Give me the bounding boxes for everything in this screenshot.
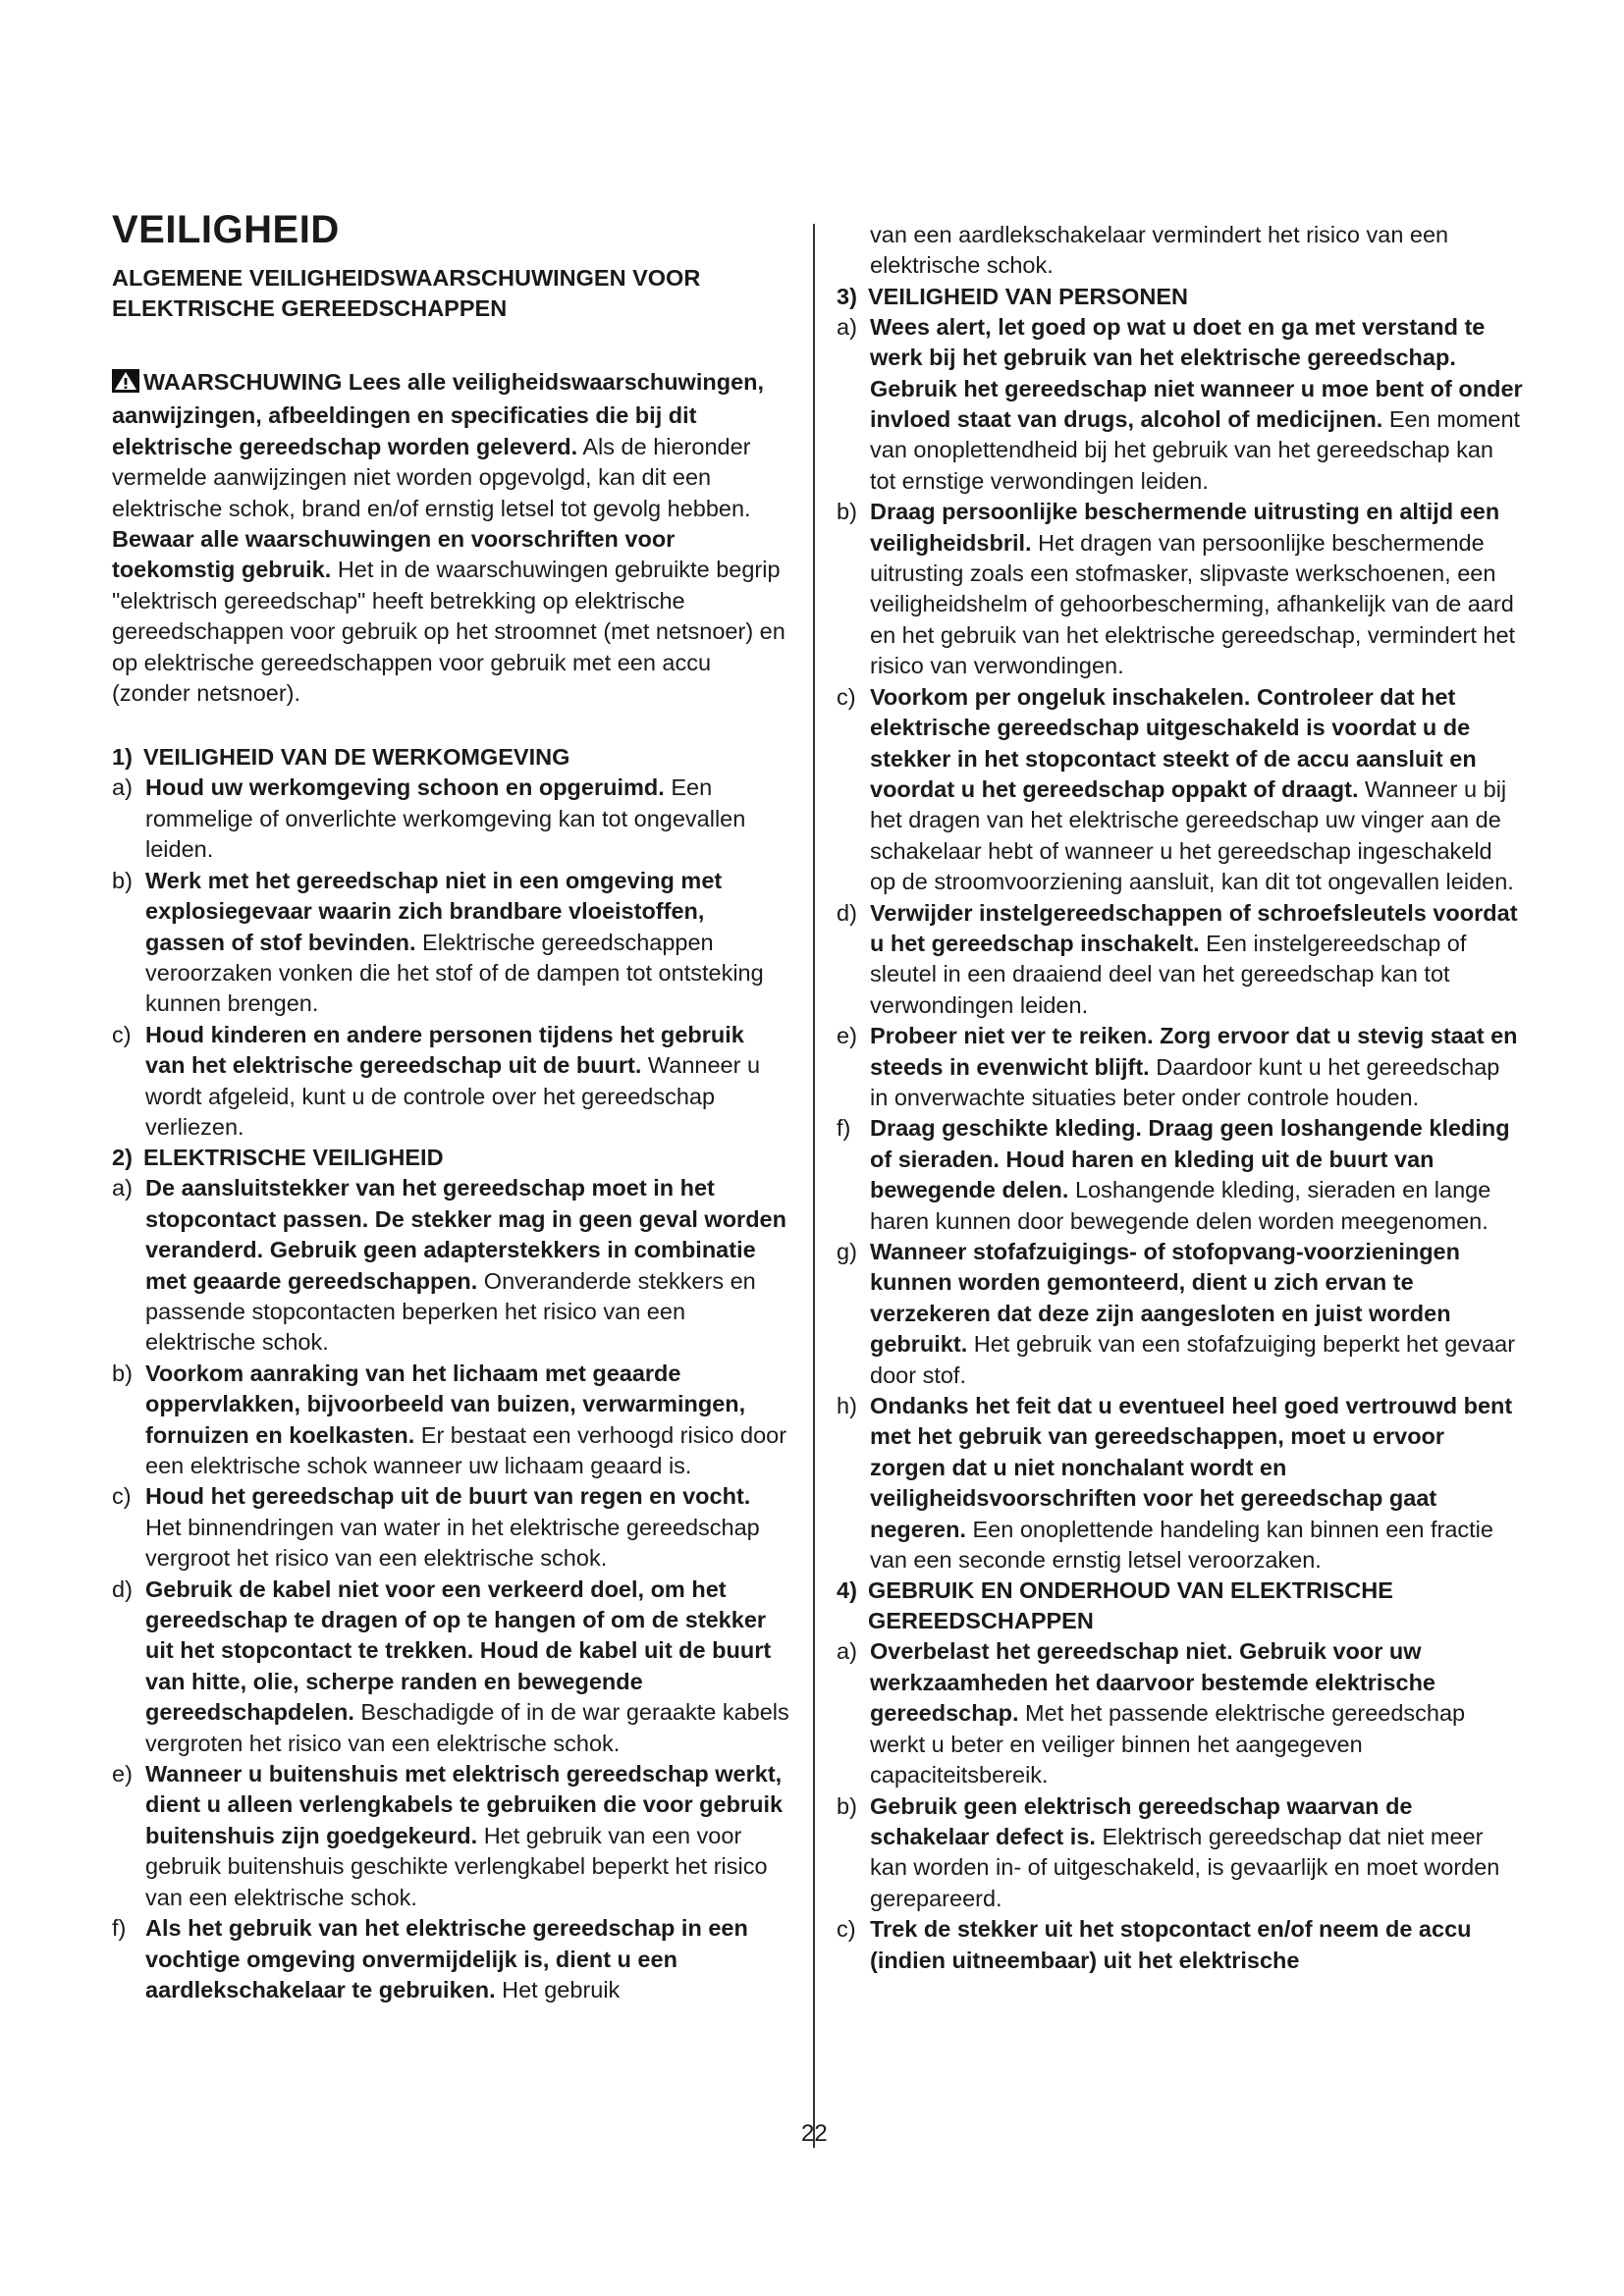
item-letter: e) xyxy=(112,1761,133,1788)
item-bold-text: Werk met het gereedschap niet in een omgeving met explosiegevaar waarin zich brandbare vloeistoffen, gassen of stof bevinden. xyxy=(145,867,723,955)
item-text xyxy=(870,1113,1524,1237)
list-item xyxy=(837,1021,1524,1113)
item-bold-text: Als het gebruik van het elektrische gereedschap in een vochtige omgeving onvermijdelijk is, dient u een aardlekschakelaar te gebruiken. xyxy=(145,1915,748,2002)
warning-bold-2: Bewaar alle waarschuwingen en voorschriften voor toekomstig gebruik. xyxy=(112,526,676,583)
item-letter: a) xyxy=(837,313,857,340)
list-item xyxy=(112,1481,789,1574)
item-bold-text: Wanneer u buitenshuis met elektrisch gereedschap werkt, dient u alleen verlengkabels te gebruiken die voor gebruik buitenshuis zijn goedgekeurd. xyxy=(145,1761,784,1848)
item-text xyxy=(870,1237,1524,1391)
column-divider xyxy=(813,224,815,2148)
item-normal-text: Onveranderde stekkers en passende stopcontacten beperken het risico van een elektrische schok. xyxy=(145,1267,756,1356)
list-item xyxy=(112,1575,789,1759)
item-bold-text: Wanneer stofafzuigings- of stofopvang-voorzieningen kunnen worden gemonteerd, dient u zich ervan te verzekeren dat deze zijn aangesloten en juist worden gebruikt. xyxy=(870,1239,1460,1358)
warning-text-2: Het in de waarschuwingen gebruikte begrip "elektrisch gereedschap" heeft betrekking op elektrische gereedschappen voor gebruik op het stroomnet (met netsnoer) en op elektrische gereedschappen voor gebruik met een accu (zonder netsnoer). xyxy=(112,557,785,707)
item-bold-text: Gebruik geen elektrisch gereedschap waarvan de schakelaar defect is. xyxy=(870,1792,1413,1849)
section-number: 3) xyxy=(837,283,857,309)
list-item xyxy=(112,1759,789,1913)
item-normal-text: Een instelgereedschap of sleutel in een draaiend deel van het gereedschap kan tot verwondingen leiden. xyxy=(870,930,1467,1018)
item-normal-text: Loshangende kleding, sieraden en lange haren kunnen door bewegende delen worden meegenomen. xyxy=(870,1177,1491,1234)
item-letter: d) xyxy=(112,1575,133,1602)
item-bold-text: De aansluitstekker van het gereedschap moet in het stopcontact passen. De stekker mag in geen geval worden veranderd. Gebruik geen adapterstekkers in combinatie met geaarde gereedschappen. xyxy=(145,1175,786,1294)
list-item xyxy=(112,773,789,865)
warning-label: WAARSCHUWING Lees alle veiligheidswaarschuwingen, aanwijzingen, afbeeldingen en specificaties die bij dit elektrische gereedschap worden geleverd. xyxy=(112,369,765,459)
item-bold-text: Houd het gereedschap uit de buurt van regen en vocht. xyxy=(145,1483,751,1510)
item-normal-text: Wanneer u bij het dragen van het elektrische gereedschap uw vinger aan de schakelaar hebt of wanneer u het gereedschap ingeschakeld op de stroomvoorziening aansluit, kan dit tot ongevallen leiden. xyxy=(870,775,1514,895)
item-letter: g) xyxy=(837,1239,857,1264)
item-text xyxy=(145,1359,789,1482)
list-item xyxy=(112,866,789,1020)
item-text xyxy=(870,682,1524,898)
list-item xyxy=(837,1791,1524,1915)
item-letter: a) xyxy=(112,774,133,801)
item-letter: c) xyxy=(837,1916,856,1943)
item-normal-text: Elektrisch gereedschap dat niet meer kan worden in- of uitgeschakeld, is gevaarlijk en moet worden gerepareerd. xyxy=(870,1823,1500,1911)
warning-paragraph xyxy=(112,367,789,709)
section-subtitle: ALGEMENE VEILIGHEIDSWAARSCHUWINGEN VOOR ELEKTRISCHE GEREEDSCHAPPEN xyxy=(112,265,701,321)
item-text xyxy=(145,866,789,1020)
list-item xyxy=(837,312,1524,497)
item-text xyxy=(145,1481,789,1574)
list-item xyxy=(112,1173,789,1358)
section-number: 1) xyxy=(112,744,133,771)
item-letter: b) xyxy=(837,1792,857,1819)
item-bold-text: Verwijder instelgereedschappen of schroefsleutels voordat u het gereedschap inschakelt. xyxy=(870,899,1518,956)
item-normal-text: Het dragen van persoonlijke beschermende uitrusting zoals een stofmasker, slipvaste werkschoenen, een veiligheidshelm of gehoorbescherming, afhankelijk van de aard en het gebruik van het elektrische gereedschap, vermindert het risico van verwondingen. xyxy=(870,529,1516,679)
item-normal-text: Daardoor kunt u het gereedschap in onverwachte situaties beter onder controle houden. xyxy=(870,1053,1500,1110)
item-text xyxy=(870,1914,1524,1976)
item-text xyxy=(870,1636,1524,1790)
section-title: GEBRUIK EN ONDERHOUD VAN ELEKTRISCHE GEREEDSCHAPPEN xyxy=(868,1577,1393,1634)
item-bold-text: Draag geschikte kleding. Draag geen loshangende kleding of sieraden. Houd haren en kleding uit de buurt van bewegende delen. xyxy=(870,1115,1510,1203)
item-normal-text: Wanneer u wordt afgeleid, kunt u de controle over het gereedschap verliezen. xyxy=(145,1052,761,1140)
item-letter: b) xyxy=(112,867,133,893)
list-item xyxy=(112,1913,789,2005)
item-text xyxy=(145,1020,789,1144)
item-normal-text: Het binnendringen van water in het elektrische gereedschap vergroot het risico van een elektrische schok. xyxy=(145,1514,760,1572)
section-2-items xyxy=(112,1173,789,2005)
item-text xyxy=(870,312,1524,497)
item-normal-text: Het gebruik xyxy=(495,1976,621,2002)
section-title: VEILIGHEID VAN PERSONEN xyxy=(868,283,1189,309)
section-heading-1 xyxy=(112,742,789,773)
warning-triangle-icon xyxy=(112,369,139,400)
item-letter: f) xyxy=(837,1115,851,1142)
list-item xyxy=(837,1636,1524,1790)
section-title: VEILIGHEID VAN DE WERKOMGEVING xyxy=(143,744,570,771)
section-number: 4) xyxy=(837,1577,857,1604)
item-letter: b) xyxy=(112,1360,133,1386)
item-letter: e) xyxy=(837,1023,857,1049)
item-text xyxy=(145,1575,789,1759)
item-bold-text: Draag persoonlijke beschermende uitrusting en altijd een veiligheidsbril. xyxy=(870,499,1500,556)
section-1-items xyxy=(112,773,789,1143)
item-letter: d) xyxy=(837,899,857,926)
list-item xyxy=(837,1113,1524,1237)
continuation-text: van een aardlekschakelaar vermindert het risico van een elektrische schok. xyxy=(870,222,1449,279)
item-letter: c) xyxy=(837,683,856,710)
item-text xyxy=(145,1913,789,2005)
section-3-items xyxy=(837,312,1524,1576)
item-bold-text: Gebruik de kabel niet voor een verkeerd doel, om het gereedschap te dragen of op te hangen of om de stekker uit het stopcontact te trekken. Houd de kabel uit de buurt van hitte, olie, scherpe randen en bewegende gereedschapdelen. xyxy=(145,1575,772,1726)
item-normal-text: Een onoplettende handeling kan binnen een fractie van een seconde ernstig letsel veroorzaken. xyxy=(870,1516,1493,1574)
item-normal-text: Een rommelige of onverlichte werkomgeving kan tot ongevallen leiden. xyxy=(145,774,746,863)
item-bold-text: Probeer niet ver te reiken. Zorg ervoor dat u stevig staat en steeds in evenwicht blijft. xyxy=(870,1023,1518,1080)
item-normal-text: Het gebruik van een voor gebruik buitenshuis geschikte verlengkabel beperkt het risico van een elektrische schok. xyxy=(145,1822,768,1910)
page-title: VEILIGHEID xyxy=(112,208,340,251)
item-text xyxy=(870,1791,1524,1915)
item-text xyxy=(145,1759,789,1913)
item-letter: a) xyxy=(837,1638,857,1665)
item-letter: f) xyxy=(112,1915,127,1942)
item-normal-text: Het gebruik van een stofafzuiging beperkt het gevaar door stof. xyxy=(870,1331,1516,1388)
list-item xyxy=(112,1020,789,1144)
item-bold-text: Voorkom aanraking van het lichaam met geaarde oppervlakken, bijvoorbeeld van buizen, verwarmingen, fornuizen en koelkasten. xyxy=(145,1360,746,1448)
item-bold-text: Overbelast het gereedschap niet. Gebruik voor uw werkzaamheden het daarvoor bestemde elektrische gereedschap. xyxy=(870,1638,1435,1727)
item-text xyxy=(870,1391,1524,1575)
item-letter: a) xyxy=(112,1175,133,1201)
list-item xyxy=(837,682,1524,898)
item-bold-text: Houd kinderen en andere personen tijdens het gebruik van het elektrische gereedschap uit de buurt. xyxy=(145,1021,744,1079)
warning-text-1: Als de hieronder vermelde aanwijzingen niet worden opgevolgd, kan dit een elektrische schok, brand en/of ernstig letsel tot gevolg hebben. xyxy=(112,433,751,521)
item-normal-text: Beschadigde of in de war geraakte kabels vergroten het risico van een elektrische schok. xyxy=(145,1699,789,1756)
item-bold-text: Trek de stekker uit het stopcontact en/of neem de accu (indien uitneembaar) uit het elektrische xyxy=(870,1916,1472,1973)
section-heading-3 xyxy=(837,282,1524,312)
item-bold-text: Wees alert, let goed op wat u doet en ga met verstand te werk bij het gebruik van het elektrische gereedschap. Gebruik het gereedschap niet wanneer u moe bent of onder invloed staat van drugs, alcohol of medicijnen. xyxy=(870,313,1523,433)
item-normal-text: Een moment van onoplettendheid bij het gebruik van het gereedschap kan tot ernstige verwondingen leiden. xyxy=(870,406,1521,494)
list-item xyxy=(837,1237,1524,1391)
item-text xyxy=(870,898,1524,1022)
section-title: ELEKTRISCHE VEILIGHEID xyxy=(143,1145,444,1171)
item-letter: c) xyxy=(112,1021,132,1047)
list-item xyxy=(837,898,1524,1022)
section-heading-2 xyxy=(112,1143,789,1173)
item-letter: h) xyxy=(837,1393,857,1419)
list-item xyxy=(837,497,1524,681)
section-4-items xyxy=(837,1636,1524,1975)
page-number: 22 xyxy=(801,2120,828,2147)
item-text xyxy=(145,1173,789,1358)
section-number: 2) xyxy=(112,1145,133,1171)
list-item xyxy=(837,1914,1524,1976)
item-text xyxy=(870,497,1524,681)
item-bold-text: Houd uw werkomgeving schoon en opgeruimd. xyxy=(145,774,665,801)
list-item xyxy=(837,1391,1524,1575)
item-text xyxy=(145,773,789,865)
item-normal-text: Elektrische gereedschappen veroorzaken vonken die het stof of de dampen tot ontsteking kunnen brengen. xyxy=(145,929,764,1017)
list-item xyxy=(112,1359,789,1482)
item-bold-text: Voorkom per ongeluk inschakelen. Controleer dat het elektrische gereedschap uitgeschakeld is voordat u de stekker in het stopcontact steekt of de accu aansluit en voordat u het gereedschap oppakt of draagt. xyxy=(870,683,1477,802)
right-column xyxy=(837,220,1524,1976)
item-normal-text: Er bestaat een verhoogd risico door een elektrische schok wanneer uw lichaam geaard is. xyxy=(145,1421,787,1478)
item-letter: c) xyxy=(112,1483,132,1510)
item-letter: b) xyxy=(837,499,857,525)
item-normal-text: Met het passende elektrische gereedschap werkt u beter en veiliger binnen het aangegeven capaciteitsbereik. xyxy=(870,1700,1466,1789)
left-column xyxy=(112,263,789,2005)
item-text xyxy=(870,1021,1524,1113)
item-bold-text: Ondanks het feit dat u eventueel heel goed vertrouwd bent met het gebruik van gereedschappen, moet u ervoor zorgen dat u niet nonchalant wordt en veiligheidsvoorschriften voor het gereedschap gaat negeren. xyxy=(870,1393,1513,1542)
section-heading-4 xyxy=(837,1575,1524,1636)
